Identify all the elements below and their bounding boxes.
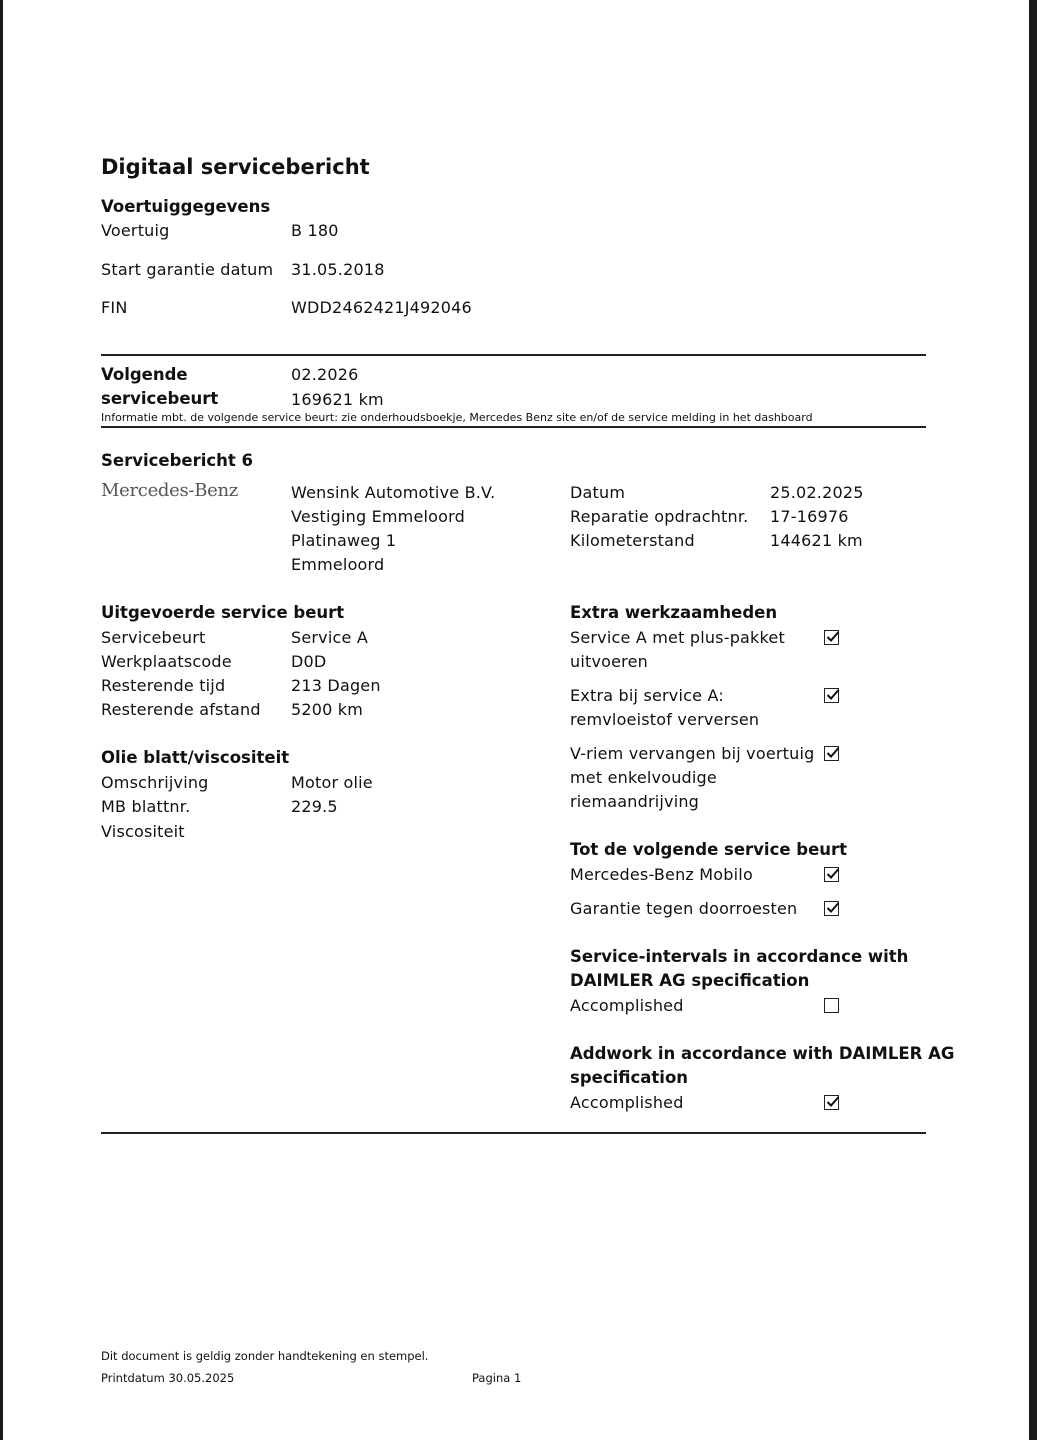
extra-item-3-line-1: V-riem vervangen bij voertuig [570, 744, 815, 763]
extra-item-3-checkbox[interactable] [824, 746, 839, 761]
dealer-city: Emmeloord [291, 555, 385, 574]
divider [101, 354, 926, 356]
remaining-time-label: Resterende tijd [101, 676, 226, 695]
dealer-name: Wensink Automotive B.V. [291, 483, 496, 502]
next-service-info: Informatie mbt. de volgende service beurt: zie onderhoudsboekje, Mercedes Benz site en/of de service melding in het dashboard [101, 411, 813, 424]
divider [101, 426, 926, 428]
mileage-label: Kilometerstand [570, 531, 695, 550]
intervals-accomplished-checkbox[interactable] [824, 998, 839, 1013]
vehicle-label: Voertuig [101, 221, 170, 240]
next-service-date: 02.2026 [291, 365, 359, 384]
mb-sheet-label: MB blattnr. [101, 797, 191, 816]
next-service-label-2: servicebeurt [101, 389, 219, 408]
addwork-heading-1: Addwork in accordance with DAIMLER AG [570, 1044, 955, 1063]
oil-description-value: Motor olie [291, 773, 373, 792]
scan-border-right [1029, 0, 1037, 1440]
service-type-value: Service A [291, 628, 368, 647]
validity-note: Dit document is geldig zonder handtekening en stempel. [101, 1349, 429, 1363]
addwork-accomplished-label: Accomplished [570, 1093, 684, 1112]
repair-order-value: 17-16976 [770, 507, 849, 526]
fin-label: FIN [101, 298, 128, 317]
extra-item-2-line-2: remvloeistof verversen [570, 710, 760, 729]
dealer-branch: Vestiging Emmeloord [291, 507, 465, 526]
next-service-km: 169621 km [291, 390, 384, 409]
intervals-accomplished-label: Accomplished [570, 996, 684, 1015]
addwork-accomplished-checkbox[interactable] [824, 1095, 839, 1110]
report-heading: Servicebericht 6 [101, 451, 254, 470]
print-date: Printdatum 30.05.2025 [101, 1371, 235, 1385]
mobilo-checkbox[interactable] [824, 867, 839, 882]
divider [101, 1132, 926, 1134]
checkmark-icon [826, 902, 840, 914]
mercedes-benz-logo: Mercedes-Benz [101, 480, 238, 501]
workshop-code-label: Werkplaatscode [101, 652, 232, 671]
intervals-heading-2: DAIMLER AG specification [570, 971, 810, 990]
extra-item-1-checkbox[interactable] [824, 630, 839, 645]
mb-sheet-value: 229.5 [291, 797, 338, 816]
extra-item-2-line-1: Extra bij service A: [570, 686, 724, 705]
oil-heading: Olie blatt/viscositeit [101, 748, 290, 767]
remaining-distance-label: Resterende afstand [101, 700, 261, 719]
vehicle-value: B 180 [291, 221, 339, 240]
page-number: Pagina 1 [472, 1371, 522, 1385]
checkmark-icon [826, 1096, 840, 1108]
warranty-start-label: Start garantie datum [101, 260, 274, 279]
repair-order-label: Reparatie opdrachtnr. [570, 507, 749, 526]
oil-description-label: Omschrijving [101, 773, 209, 792]
checkmark-icon [826, 689, 840, 701]
fin-value: WDD2462421J492046 [291, 298, 472, 317]
warranty-start-value: 31.05.2018 [291, 260, 385, 279]
until-next-heading: Tot de volgende service beurt [570, 840, 848, 859]
extra-item-1-line-2: uitvoeren [570, 652, 648, 671]
mileage-value: 144621 km [770, 531, 863, 550]
mobilo-label: Mercedes-Benz Mobilo [570, 865, 753, 884]
scan-border-left [0, 0, 3, 1440]
addwork-heading-2: specification [570, 1068, 689, 1087]
checkmark-icon [826, 747, 840, 759]
extra-item-2-checkbox[interactable] [824, 688, 839, 703]
vehicle-heading: Voertuiggegevens [101, 197, 271, 216]
rust-warranty-label: Garantie tegen doorroesten [570, 899, 798, 918]
date-label: Datum [570, 483, 626, 502]
remaining-distance-value: 5200 km [291, 700, 364, 719]
extra-item-1-line-1: Service A met plus-pakket [570, 628, 785, 647]
extra-item-3-line-2: met enkelvoudige [570, 768, 717, 787]
intervals-heading-1: Service-intervals in accordance with [570, 947, 909, 966]
next-service-label-1: Volgende [101, 365, 188, 384]
rust-warranty-checkbox[interactable] [824, 901, 839, 916]
viscosity-label: Viscositeit [101, 822, 185, 841]
performed-heading: Uitgevoerde service beurt [101, 603, 345, 622]
checkmark-icon [826, 868, 840, 880]
page-title: Digitaal servicebericht [101, 155, 370, 179]
extra-item-3-line-3: riemaandrijving [570, 792, 700, 811]
extra-heading: Extra werkzaamheden [570, 603, 778, 622]
remaining-time-value: 213 Dagen [291, 676, 381, 695]
date-value: 25.02.2025 [770, 483, 864, 502]
service-type-label: Servicebeurt [101, 628, 206, 647]
dealer-street: Platinaweg 1 [291, 531, 397, 550]
workshop-code-value: D0D [291, 652, 327, 671]
checkmark-icon [826, 631, 840, 643]
